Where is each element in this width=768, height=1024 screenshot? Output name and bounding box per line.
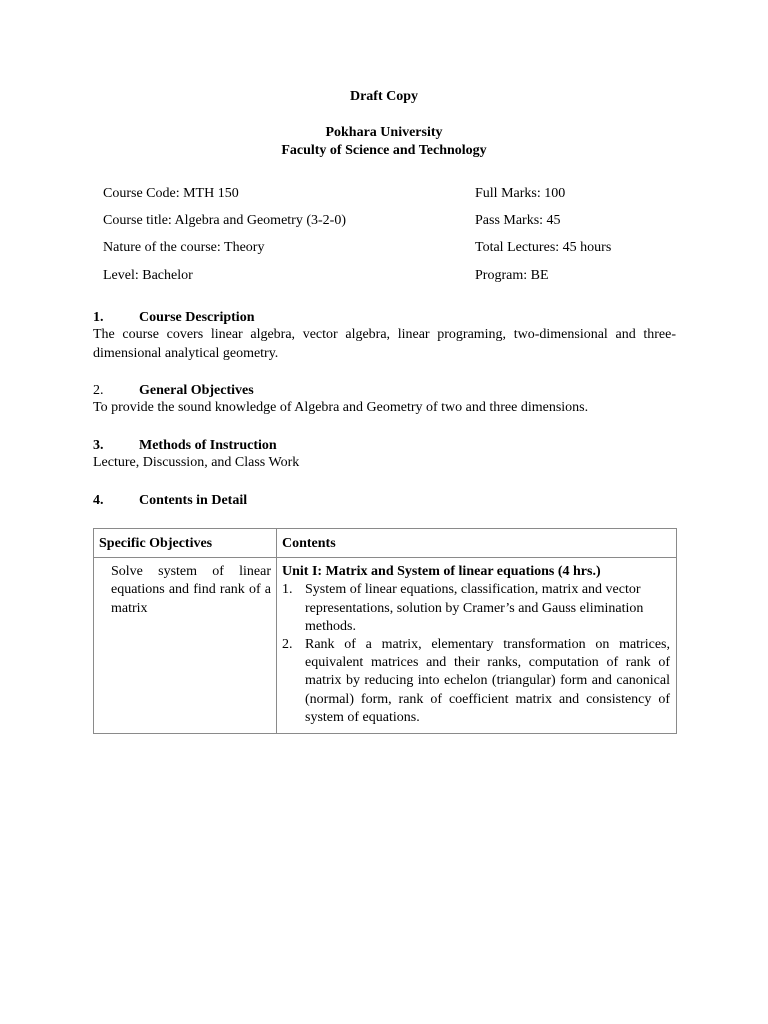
header-specific-objectives: Specific Objectives: [94, 529, 277, 558]
section-heading: [93, 310, 676, 326]
list-item: [282, 581, 670, 636]
section-heading: [93, 438, 676, 454]
program: Program: BE: [475, 268, 549, 283]
section-number: 3.: [93, 438, 104, 453]
university-name: Pokhara University: [325, 125, 443, 140]
objective-cell: Solve system of linear equations and find rank of a matrix: [94, 558, 277, 734]
course-level: Level: Bachelor: [103, 268, 193, 283]
section-contents-in-detail: [93, 493, 676, 509]
section-body: Lecture, Discussion, and Class Work: [93, 455, 300, 470]
section-number: 4.: [93, 493, 104, 508]
section-methods-of-instruction: [93, 438, 676, 473]
section-general-objectives: [93, 383, 676, 418]
pass-marks: Pass Marks: 45: [475, 213, 561, 228]
course-nature: Nature of the course: Theory: [103, 240, 265, 255]
section-title: Methods of Instruction: [139, 438, 277, 453]
section-course-description: [93, 310, 676, 363]
section-body: To provide the sound knowledge of Algebra and Geometry of two and three dimensions.: [93, 400, 589, 415]
table-row: [94, 558, 677, 734]
item-text: System of linear equations, classification, matrix and vector representations, solution by Cramer’s and Gauss elimination methods.: [305, 582, 644, 634]
item-number: 1.: [282, 582, 293, 598]
item-number: 2.: [282, 637, 293, 653]
contents-cell: [277, 558, 677, 734]
section-body: The course covers linear algebra, vector algebra, linear programing, two-dimensional and three-dimensional analytical geometry.: [93, 327, 676, 361]
draft-label: Draft Copy: [349, 89, 419, 104]
list-item: [282, 636, 670, 727]
section-number: 2.: [93, 383, 104, 398]
faculty-name: Faculty of Science and Technology: [281, 143, 487, 158]
section-title: Course Description: [139, 310, 255, 325]
header-contents: Contents: [277, 529, 677, 558]
course-code: Course Code: MTH 150: [103, 186, 239, 201]
course-title: Course title: Algebra and Geometry (3-2-0): [103, 213, 346, 228]
total-lectures: Total Lectures: 45 hours: [475, 240, 612, 255]
item-text: Rank of a matrix, elementary transformation on matrices, equivalent matrices and their ranks, computation of rank of matrix by reducing into echelon (triangular) form and canonical (normal) form, rank of coefficient matrix and consistency of system of equations.: [305, 637, 670, 725]
content-list: [282, 581, 670, 727]
section-title: General Objectives: [139, 383, 254, 398]
section-heading: [93, 493, 676, 509]
contents-table: [93, 528, 677, 734]
full-marks: Full Marks: 100: [475, 186, 566, 201]
section-title: Contents in Detail: [139, 493, 248, 508]
section-number: 1.: [93, 310, 104, 325]
table-header-row: [94, 529, 677, 558]
section-heading: [93, 383, 676, 399]
unit-title: Unit I: Matrix and System of linear equations (4 hrs.): [282, 564, 601, 580]
